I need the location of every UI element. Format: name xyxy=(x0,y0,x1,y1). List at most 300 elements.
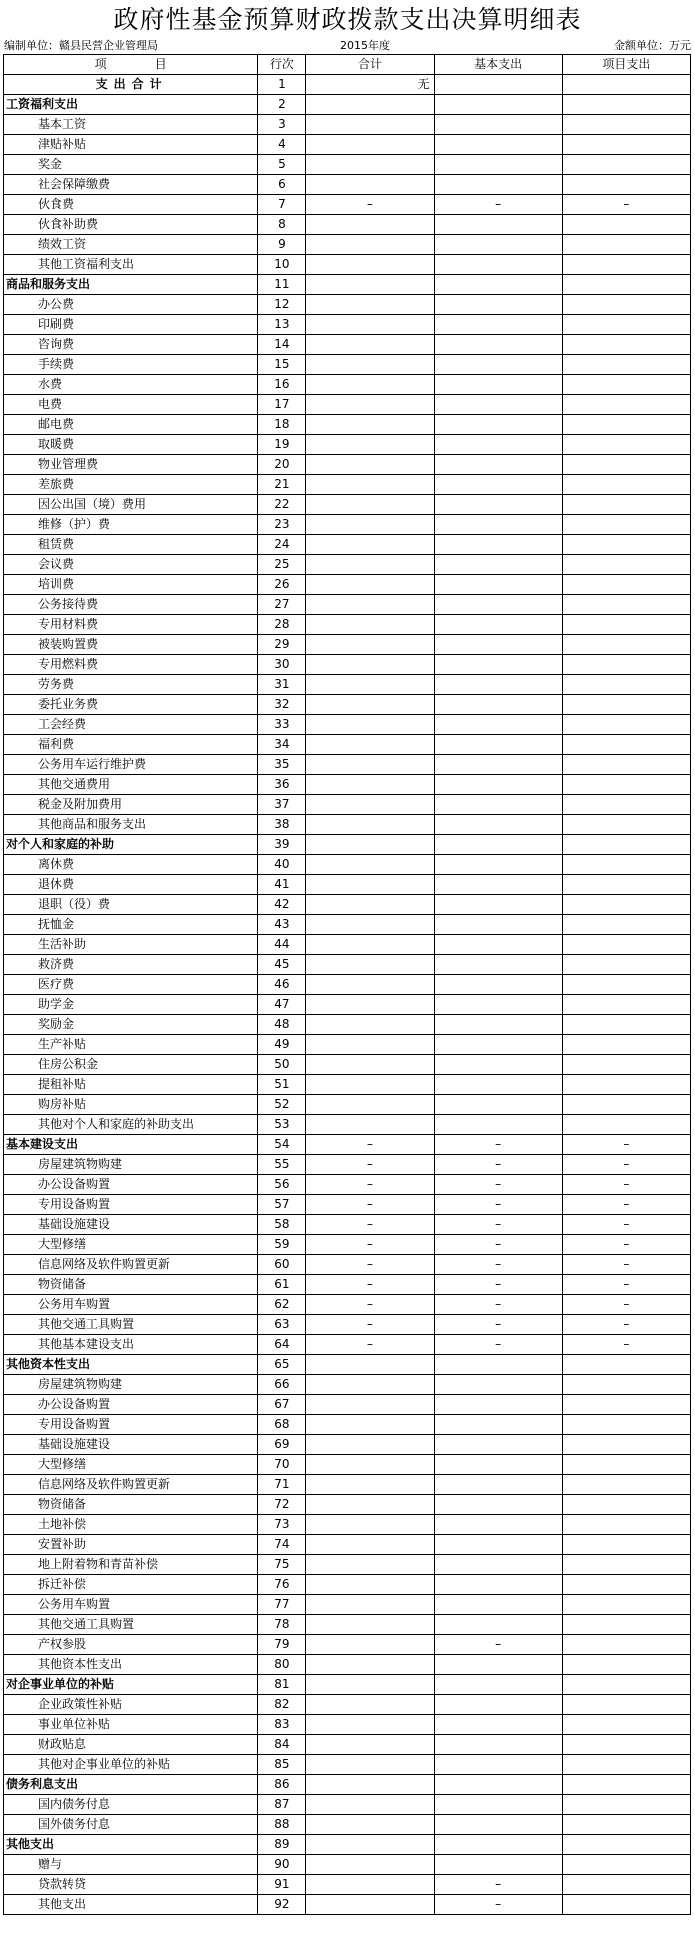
row-total xyxy=(306,1455,434,1475)
row-item-name: 其他基本建设支出 xyxy=(4,1335,258,1355)
row-line-number: 7 xyxy=(258,195,306,215)
row-project xyxy=(562,1715,690,1735)
row-total xyxy=(306,355,434,375)
row-line-number: 30 xyxy=(258,655,306,675)
row-item-name: 大型修缮 xyxy=(4,1235,258,1255)
row-basic xyxy=(434,115,562,135)
row-item-name: 贷款转贷 xyxy=(4,1875,258,1895)
table-row xyxy=(4,255,691,275)
row-line-number: 20 xyxy=(258,455,306,475)
row-project xyxy=(562,895,690,915)
expenditure-table xyxy=(3,54,691,1915)
row-line-number: 34 xyxy=(258,735,306,755)
row-basic: – xyxy=(434,1635,562,1655)
row-basic xyxy=(434,895,562,915)
row-item-name: 企业政策性补贴 xyxy=(4,1695,258,1715)
row-total xyxy=(306,415,434,435)
row-item-name: 财政贴息 xyxy=(4,1735,258,1755)
table-row xyxy=(4,535,691,555)
table-row xyxy=(4,1615,691,1635)
row-line-number: 82 xyxy=(258,1695,306,1715)
row-project: – xyxy=(562,1275,690,1295)
table-row xyxy=(4,1655,691,1675)
table-row xyxy=(4,1195,691,1215)
row-total xyxy=(306,1555,434,1575)
row-total xyxy=(306,1375,434,1395)
row-project xyxy=(562,1115,690,1135)
row-total xyxy=(306,1735,434,1755)
row-total: – xyxy=(306,1235,434,1255)
column-header-total: 合计 xyxy=(306,55,434,75)
row-project xyxy=(562,1615,690,1635)
row-project xyxy=(562,1755,690,1775)
row-line-number: 81 xyxy=(258,1675,306,1695)
table-row xyxy=(4,955,691,975)
row-total: – xyxy=(306,1315,434,1335)
row-total xyxy=(306,575,434,595)
row-line-number: 38 xyxy=(258,815,306,835)
row-line-number: 8 xyxy=(258,215,306,235)
row-item-name: 其他支出 xyxy=(4,1835,258,1855)
row-basic xyxy=(434,1575,562,1595)
row-total xyxy=(306,1775,434,1795)
row-total xyxy=(306,1395,434,1415)
row-project xyxy=(562,395,690,415)
row-total xyxy=(306,715,434,735)
table-row xyxy=(4,1575,691,1595)
row-basic xyxy=(434,1355,562,1375)
table-row xyxy=(4,475,691,495)
row-line-number: 83 xyxy=(258,1715,306,1735)
row-basic xyxy=(434,1115,562,1135)
table-row xyxy=(4,1175,691,1195)
row-project xyxy=(562,135,690,155)
row-line-number: 1 xyxy=(258,75,306,95)
row-project xyxy=(562,915,690,935)
row-basic xyxy=(434,555,562,575)
row-line-number: 84 xyxy=(258,1735,306,1755)
row-total xyxy=(306,755,434,775)
row-basic xyxy=(434,375,562,395)
row-basic xyxy=(434,275,562,295)
row-total xyxy=(306,875,434,895)
row-item-name: 其他工资福利支出 xyxy=(4,255,258,275)
row-project xyxy=(562,1835,690,1855)
row-basic xyxy=(434,1835,562,1855)
row-line-number: 92 xyxy=(258,1895,306,1915)
table-row xyxy=(4,1455,691,1475)
row-basic xyxy=(434,415,562,435)
row-project xyxy=(562,1055,690,1075)
table-row xyxy=(4,515,691,535)
row-line-number: 80 xyxy=(258,1655,306,1675)
row-basic xyxy=(434,1595,562,1615)
row-project xyxy=(562,275,690,295)
row-basic xyxy=(434,775,562,795)
row-total xyxy=(306,1895,434,1915)
row-item-name: 事业单位补贴 xyxy=(4,1715,258,1735)
row-project xyxy=(562,1815,690,1835)
row-item-name: 拆迁补偿 xyxy=(4,1575,258,1595)
row-project xyxy=(562,1575,690,1595)
table-row xyxy=(4,495,691,515)
row-item-name: 信息网络及软件购置更新 xyxy=(4,1475,258,1495)
row-total xyxy=(306,235,434,255)
row-project xyxy=(562,1635,690,1655)
row-line-number: 87 xyxy=(258,1795,306,1815)
row-project xyxy=(562,695,690,715)
row-item-name: 其他资本性支出 xyxy=(4,1655,258,1675)
row-line-number: 29 xyxy=(258,635,306,655)
row-total xyxy=(306,515,434,535)
row-total xyxy=(306,135,434,155)
row-basic xyxy=(434,835,562,855)
row-item-name: 伙食费 xyxy=(4,195,258,215)
row-total xyxy=(306,1795,434,1815)
table-row xyxy=(4,435,691,455)
row-basic xyxy=(434,615,562,635)
row-item-name: 社会保障缴费 xyxy=(4,175,258,195)
row-basic xyxy=(434,1555,562,1575)
row-project: – xyxy=(562,1235,690,1255)
row-line-number: 60 xyxy=(258,1255,306,1275)
row-project xyxy=(562,595,690,615)
row-basic xyxy=(434,815,562,835)
row-total xyxy=(306,1695,434,1715)
row-line-number: 27 xyxy=(258,595,306,615)
row-basic xyxy=(434,495,562,515)
row-line-number: 52 xyxy=(258,1095,306,1115)
table-row xyxy=(4,735,691,755)
row-project: – xyxy=(562,1155,690,1175)
row-total xyxy=(306,1015,434,1035)
row-basic xyxy=(434,1675,562,1695)
table-row xyxy=(4,935,691,955)
row-item-name: 租赁费 xyxy=(4,535,258,555)
table-row xyxy=(4,1015,691,1035)
row-total xyxy=(306,1855,434,1875)
row-total xyxy=(306,1415,434,1435)
row-total xyxy=(306,1495,434,1515)
row-total xyxy=(306,835,434,855)
row-total xyxy=(306,275,434,295)
table-row xyxy=(4,1495,691,1515)
table-row xyxy=(4,1235,691,1255)
row-line-number: 14 xyxy=(258,335,306,355)
row-item-name: 债务利息支出 xyxy=(4,1775,258,1795)
row-total: 无 xyxy=(306,75,434,95)
table-row xyxy=(4,1755,691,1775)
row-project xyxy=(562,655,690,675)
row-line-number: 26 xyxy=(258,575,306,595)
row-project xyxy=(562,1535,690,1555)
row-item-name: 助学金 xyxy=(4,995,258,1015)
row-item-name: 专用材料费 xyxy=(4,615,258,635)
row-item-name: 离休费 xyxy=(4,855,258,875)
row-basic xyxy=(434,335,562,355)
table-row xyxy=(4,1775,691,1795)
row-total xyxy=(306,735,434,755)
row-total xyxy=(306,1595,434,1615)
row-total xyxy=(306,995,434,1015)
row-basic: – xyxy=(434,1215,562,1235)
row-project xyxy=(562,675,690,695)
row-line-number: 39 xyxy=(258,835,306,855)
row-line-number: 18 xyxy=(258,415,306,435)
table-row xyxy=(4,1375,691,1395)
row-project: – xyxy=(562,1195,690,1215)
row-line-number: 67 xyxy=(258,1395,306,1415)
row-project xyxy=(562,175,690,195)
row-basic: – xyxy=(434,1135,562,1155)
row-item-name: 生活补助 xyxy=(4,935,258,955)
row-basic xyxy=(434,575,562,595)
row-line-number: 73 xyxy=(258,1515,306,1535)
row-item-name: 退职（役）费 xyxy=(4,895,258,915)
row-item-name: 支出合计 xyxy=(4,75,258,95)
row-project xyxy=(562,1475,690,1495)
row-item-name: 公务用车运行维护费 xyxy=(4,755,258,775)
row-project xyxy=(562,255,690,275)
row-total xyxy=(306,675,434,695)
amount-unit: 金额单位：万元 xyxy=(614,39,691,52)
row-item-name: 物资储备 xyxy=(4,1275,258,1295)
page-title: 政府性基金预算财政拨款支出决算明细表 xyxy=(113,5,582,34)
row-line-number: 44 xyxy=(258,935,306,955)
table-row xyxy=(4,655,691,675)
row-item-name: 公务用车购置 xyxy=(4,1295,258,1315)
row-total: – xyxy=(306,1335,434,1355)
row-project xyxy=(562,355,690,375)
row-project xyxy=(562,1075,690,1095)
row-project: – xyxy=(562,1135,690,1155)
row-item-name: 电费 xyxy=(4,395,258,415)
row-project xyxy=(562,955,690,975)
row-project xyxy=(562,1375,690,1395)
row-basic xyxy=(434,355,562,375)
row-basic xyxy=(434,155,562,175)
row-basic xyxy=(434,1615,562,1635)
table-row xyxy=(4,1055,691,1075)
row-item-name: 印刷费 xyxy=(4,315,258,335)
row-item-name: 房屋建筑物购建 xyxy=(4,1375,258,1395)
row-project xyxy=(562,115,690,135)
row-item-name: 其他对个人和家庭的补助支出 xyxy=(4,1115,258,1135)
table-row xyxy=(4,635,691,655)
table-row xyxy=(4,1675,691,1695)
row-line-number: 48 xyxy=(258,1015,306,1035)
row-basic xyxy=(434,1435,562,1455)
row-line-number: 15 xyxy=(258,355,306,375)
row-line-number: 62 xyxy=(258,1295,306,1315)
row-line-number: 70 xyxy=(258,1455,306,1475)
row-item-name: 其他交通费用 xyxy=(4,775,258,795)
row-project xyxy=(562,335,690,355)
row-item-name: 会议费 xyxy=(4,555,258,575)
row-basic xyxy=(434,1035,562,1055)
row-item-name: 手续费 xyxy=(4,355,258,375)
row-total xyxy=(306,1575,434,1595)
table-row xyxy=(4,575,691,595)
row-project xyxy=(562,535,690,555)
row-item-name: 国外债务付息 xyxy=(4,1815,258,1835)
row-line-number: 19 xyxy=(258,435,306,455)
row-basic xyxy=(434,995,562,1015)
row-basic xyxy=(434,395,562,415)
row-basic: – xyxy=(434,1175,562,1195)
table-row xyxy=(4,1115,691,1135)
row-line-number: 41 xyxy=(258,875,306,895)
row-basic xyxy=(434,1775,562,1795)
row-item-name: 奖励金 xyxy=(4,1015,258,1035)
row-total xyxy=(306,1035,434,1055)
table-row xyxy=(4,1795,691,1815)
row-item-name: 其他商品和服务支出 xyxy=(4,815,258,835)
row-basic xyxy=(434,1015,562,1035)
row-project xyxy=(562,875,690,895)
row-project xyxy=(562,215,690,235)
table-row xyxy=(4,335,691,355)
row-item-name: 专用设备购置 xyxy=(4,1415,258,1435)
row-item-name: 生产补贴 xyxy=(4,1035,258,1055)
table-row xyxy=(4,815,691,835)
row-line-number: 47 xyxy=(258,995,306,1015)
row-basic xyxy=(434,1755,562,1775)
row-basic xyxy=(434,735,562,755)
row-total xyxy=(306,855,434,875)
table-row xyxy=(4,75,691,95)
row-project xyxy=(562,1855,690,1875)
table-row xyxy=(4,1895,691,1915)
row-item-name: 基础设施建设 xyxy=(4,1435,258,1455)
table-row xyxy=(4,275,691,295)
row-basic: – xyxy=(434,1895,562,1915)
row-line-number: 46 xyxy=(258,975,306,995)
row-basic xyxy=(434,755,562,775)
row-line-number: 49 xyxy=(258,1035,306,1055)
table-row xyxy=(4,295,691,315)
row-project: – xyxy=(562,1295,690,1315)
row-basic xyxy=(434,955,562,975)
row-line-number: 54 xyxy=(258,1135,306,1155)
row-item-name: 其他支出 xyxy=(4,1895,258,1915)
row-item-name: 地上附着物和青苗补偿 xyxy=(4,1555,258,1575)
row-basic xyxy=(434,635,562,655)
row-line-number: 22 xyxy=(258,495,306,515)
row-project xyxy=(562,975,690,995)
row-item-name: 其他交通工具购置 xyxy=(4,1615,258,1635)
row-basic xyxy=(434,1375,562,1395)
table-row xyxy=(4,775,691,795)
row-project xyxy=(562,1695,690,1715)
row-total: – xyxy=(306,1135,434,1155)
row-item-name: 住房公积金 xyxy=(4,1055,258,1075)
row-item-name: 取暖费 xyxy=(4,435,258,455)
row-total: – xyxy=(306,1255,434,1275)
table-row xyxy=(4,595,691,615)
row-line-number: 56 xyxy=(258,1175,306,1195)
table-row xyxy=(4,395,691,415)
row-project xyxy=(562,815,690,835)
row-total xyxy=(306,115,434,135)
row-total xyxy=(306,935,434,955)
row-project xyxy=(562,1895,690,1915)
row-item-name: 差旅费 xyxy=(4,475,258,495)
row-total: – xyxy=(306,1195,434,1215)
row-line-number: 24 xyxy=(258,535,306,555)
row-total xyxy=(306,395,434,415)
row-line-number: 86 xyxy=(258,1775,306,1795)
row-item-name: 邮电费 xyxy=(4,415,258,435)
row-item-name: 办公费 xyxy=(4,295,258,315)
row-total xyxy=(306,315,434,335)
row-project xyxy=(562,1555,690,1575)
table-row xyxy=(4,855,691,875)
row-line-number: 50 xyxy=(258,1055,306,1075)
table-row xyxy=(4,1735,691,1755)
column-header-project: 项目支出 xyxy=(562,55,690,75)
row-project xyxy=(562,1595,690,1615)
table-row xyxy=(4,1815,691,1835)
row-project: – xyxy=(562,1255,690,1275)
row-total xyxy=(306,595,434,615)
row-total xyxy=(306,535,434,555)
row-basic xyxy=(434,1395,562,1415)
row-item-name: 绩效工资 xyxy=(4,235,258,255)
row-basic: – xyxy=(434,1335,562,1355)
row-item-name: 津贴补贴 xyxy=(4,135,258,155)
row-item-name: 大型修缮 xyxy=(4,1455,258,1475)
row-total xyxy=(306,1655,434,1675)
table-row xyxy=(4,795,691,815)
row-total xyxy=(306,975,434,995)
row-total xyxy=(306,655,434,675)
row-project xyxy=(562,1455,690,1475)
row-project: – xyxy=(562,1315,690,1335)
row-line-number: 23 xyxy=(258,515,306,535)
table-row xyxy=(4,355,691,375)
row-basic xyxy=(434,1715,562,1735)
row-line-number: 64 xyxy=(258,1335,306,1355)
row-total xyxy=(306,695,434,715)
table-row xyxy=(4,215,691,235)
table-row xyxy=(4,895,691,915)
row-project xyxy=(562,1435,690,1455)
row-line-number: 32 xyxy=(258,695,306,715)
row-project: – xyxy=(562,1175,690,1195)
row-basic xyxy=(434,1515,562,1535)
row-item-name: 基本工资 xyxy=(4,115,258,135)
row-basic xyxy=(434,695,562,715)
row-project: – xyxy=(562,195,690,215)
table-row xyxy=(4,195,691,215)
row-line-number: 40 xyxy=(258,855,306,875)
row-project xyxy=(562,315,690,335)
row-line-number: 12 xyxy=(258,295,306,315)
table-row xyxy=(4,375,691,395)
row-item-name: 救济费 xyxy=(4,955,258,975)
table-row xyxy=(4,675,691,695)
row-item-name: 产权参股 xyxy=(4,1635,258,1655)
row-project xyxy=(562,1035,690,1055)
row-project xyxy=(562,735,690,755)
row-item-name: 基础设施建设 xyxy=(4,1215,258,1235)
row-line-number: 3 xyxy=(258,115,306,135)
row-total xyxy=(306,895,434,915)
row-line-number: 28 xyxy=(258,615,306,635)
table-row xyxy=(4,1595,691,1615)
row-basic xyxy=(434,1495,562,1515)
